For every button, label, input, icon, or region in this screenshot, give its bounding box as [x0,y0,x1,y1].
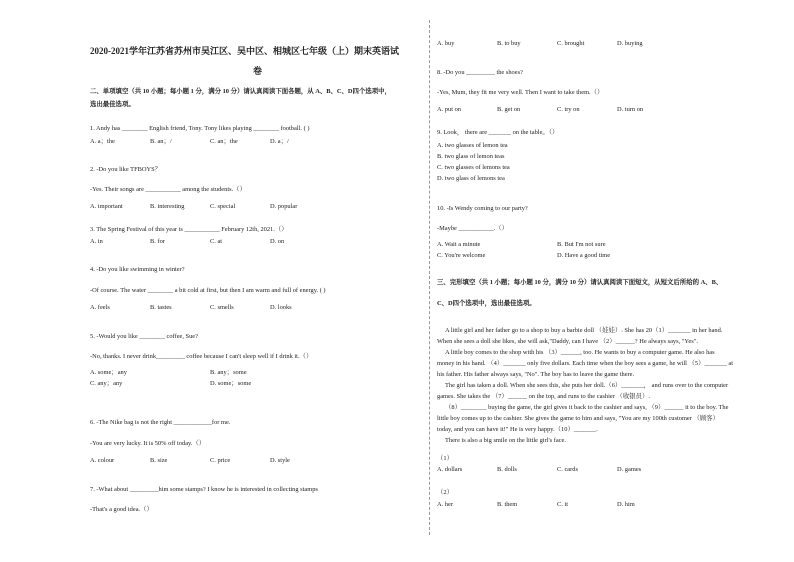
q6-option-c: C. price [210,457,231,464]
passage-line-6: The girl has taken a doll. When she sees this, she puts her doll.（6）_______， and runs over to the computer [445,382,729,389]
q8-stem2: -Yes, Mum, they fit me very well. Then I want to take them.（） [437,89,604,96]
passage-line-5: his father. His father always says, "No". The boy has to leave the game there. [437,371,635,378]
q6-option-b: B. size [150,457,168,464]
cloze2-option-c: C. it [557,501,569,508]
doc-title-line1: 2020-2021学年江苏省苏州市吴江区、吴中区、相城区七年级（上）期末英语试 [90,46,399,56]
section2-header-cont: 选出最佳选项。 [90,101,135,108]
q1-option-a: A. a；the [90,138,115,145]
q6-option-d: D. style [270,457,290,464]
passage-line-2: When she sees a doll she likes, she will ask,"Daddy, can I have （2）______? He always says, "Yes". [437,338,698,345]
q5-stem2: -No, thanks. I never drink_________ coffee because I can't sleep well if I drink it.（） [90,353,313,360]
q5-option-b: B. any；some [210,369,247,376]
q2-option-d: D. popular [270,203,298,210]
q1-option-c: C. an；the [210,138,238,145]
section3-header: 三、完形填空（共 1 小题；每小题 10 分，满分 10 分）请认真阅读下面短文，从短文后所给的 A、B、 [437,279,723,286]
q4-stem: 4. -Do you like swimming in winter? [90,266,185,273]
q10-option-a: A. Wait a minute [437,241,481,248]
passage-line-9: little boy comes up to the cashier. She gives the game to him and says, "You are my 100th customer （顾客） [437,415,720,422]
q3-stem: 3. The Spring Festival of this year is ___________ February 12th, 2021.（） [90,226,288,233]
passage-line-8: （8）________ buying the game, the girl gives it back to the cashier and says, （9）______ it to the boy. The [445,404,729,411]
q3-option-c: C. at [210,238,223,245]
q8-option-d: D. turn on [617,106,644,113]
q5-stem: 5. -Would you like ________ coffee, Sue? [90,333,198,340]
column-divider [429,20,430,535]
q9-option-d: D. two glass of lemons tea [437,175,505,182]
q10-option-c: C. You're welcome [437,252,486,259]
passage-line-7: games. She takes the （7）______ on the top, and runs to the cashier （收银员）. [437,393,650,400]
q2-option-b: B. interesting [150,203,185,210]
cloze2-number: （2） [437,489,453,496]
cloze1-number: （1） [437,455,453,462]
q2-option-c: C. special [210,203,236,210]
q6-stem: 6. -The Nike bag is not the right ____________for me. [90,419,231,426]
cloze2-option-d: D. him [617,501,635,508]
q5-option-c: C. any；any [90,380,123,387]
doc-title-line2: 卷 [253,66,263,76]
q4-option-c: C. smells [210,304,234,311]
q3-option-d: D. on [270,238,285,245]
q5-option-d: D. some；some [210,380,252,387]
q10-stem: 10. -Is Wendy coming to our party? [437,205,528,212]
q7-option-b: B. to buy [497,40,521,47]
section2-header: 二、单项填空（共 10 小题；每小题 1 分，满分 10 分）请认真阅读下面各题，从 A、B、C、D四个选项中， [90,88,391,95]
section3-header-cont: C、D四个选项中，选出最佳选项。 [437,300,536,307]
q10-stem2: -Maybe ___________.（） [437,225,508,232]
q7-stem2: -That's a good idea.（） [90,506,153,513]
q2-stem: 2. -Do you like TFBOYS？ [90,166,162,173]
passage-line-1: A little girl and her father go to a shop to buy a barbie doll （娃娃）. She has 20（1）_______ in her hand. [445,327,723,334]
passage-line-10: today, and you can have it!" He is very happy.（10）_______. [437,426,598,433]
cloze1-option-d: D. games [617,466,642,473]
q4-option-b: B. tastes [150,304,172,311]
q10-option-d: D. Have a good time [557,252,611,259]
q7-option-a: A. buy [437,40,455,47]
q1-stem: 1. Andy has ________ English friend, Tony. Tony likes playing ________ football. ( ) [90,125,310,132]
q2-stem2: -Yes. Their songs are ___________ among the students.（） [90,186,246,193]
q6-stem2: -You are very lucky. It is 50% off today.（） [90,440,206,447]
q1-option-b: B. an；/ [150,138,172,145]
q9-option-c: C. two glasses of lemons tea [437,164,510,171]
passage-line-11: There is also a big smile on the little girl's face. [445,437,566,444]
cloze1-option-b: B. dolls [497,466,517,473]
q8-option-c: C. try on [557,106,580,113]
q5-option-a: A. some；any [90,369,127,376]
passage-line-3: A little boy comes to the shop with his （3）______, too. He wants to buy a computer game. He also has [445,349,715,356]
q8-option-a: A. put on [437,106,461,113]
q2-option-a: A. important [90,203,123,210]
q6-option-a: A. colour [90,457,115,464]
cloze2-option-b: B. them [497,501,518,508]
cloze2-option-a: A. her [437,501,453,508]
q9-option-a: A. two glasses of lemon tea [437,142,508,149]
q9-stem: 9. Look， there are _______ on the table。（） [437,129,559,136]
q7-option-c: C. brought [557,40,585,47]
q9-option-b: B. two glass of lemon teas [437,153,505,160]
q4-option-d: D. looks [270,304,292,311]
q1-option-d: D. a；/ [270,138,289,145]
cloze1-option-c: C. cards [557,466,578,473]
q3-option-a: A. in [90,238,103,245]
q8-stem: 8. -Do you _________ the shoes? [437,69,523,76]
cloze1-option-a: A. dollars [437,466,463,473]
q7-option-d: D. buying [617,40,643,47]
passage-line-4: money in his hand. （4）_______ only five dollars. Each time when the boy sees a game, he will （5）_______ at [437,360,734,367]
q3-option-b: B. for [150,238,165,245]
q10-option-b: B. But I'm not sure [557,241,606,248]
q4-stem2: -Of course. The water ________ a bit cold at first, but then I am warm and full of energy. ( ) [90,287,326,294]
q4-option-a: A. feels [90,304,110,311]
q8-option-b: B. get on [497,106,521,113]
q7-stem: 7. -What about _________him some stamps? I know he is interested in collecting stamps [90,486,318,493]
